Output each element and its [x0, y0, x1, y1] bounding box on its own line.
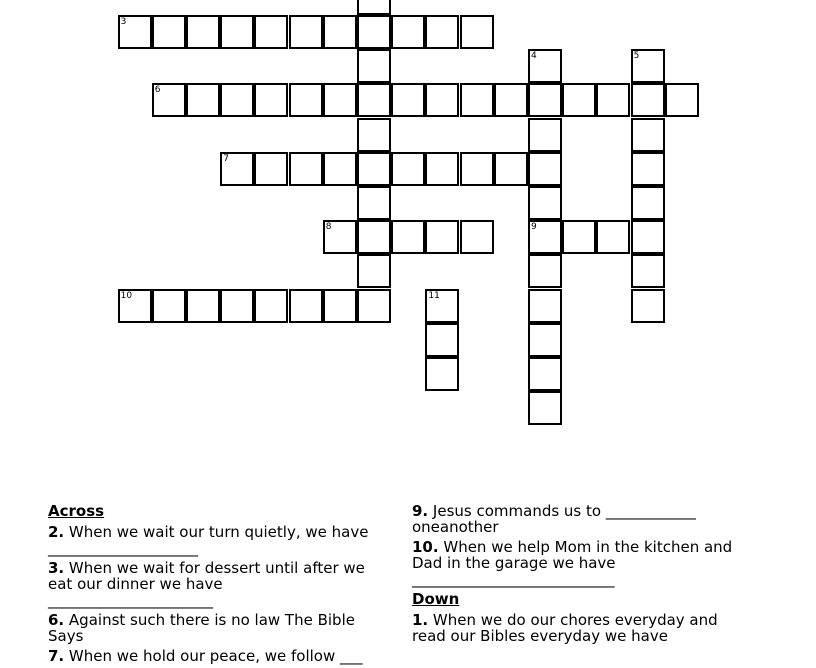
grid-cell[interactable] — [323, 15, 357, 49]
grid-cell[interactable] — [460, 152, 494, 186]
grid-cell[interactable] — [289, 289, 323, 323]
grid-cell[interactable] — [289, 152, 323, 186]
clue-number: 3. — [48, 559, 65, 577]
grid-cell[interactable] — [425, 83, 459, 117]
grid-cell[interactable] — [631, 220, 665, 254]
grid-cell[interactable] — [494, 83, 528, 117]
clue-number: 10. — [412, 538, 439, 556]
grid-cell[interactable] — [631, 254, 665, 288]
grid-cell[interactable] — [460, 220, 494, 254]
grid-cell[interactable] — [631, 83, 665, 117]
grid-cell[interactable] — [391, 220, 425, 254]
grid-cell[interactable] — [152, 289, 186, 323]
grid-cell[interactable] — [528, 152, 562, 186]
grid-cell[interactable] — [220, 152, 254, 186]
clue-text: Jesus commands us to ____________ oneanother — [412, 502, 696, 536]
grid-cell[interactable] — [323, 220, 357, 254]
grid-cell[interactable] — [357, 118, 391, 152]
down-heading: Down — [412, 590, 460, 608]
grid-cell[interactable] — [220, 289, 254, 323]
grid-cell[interactable] — [494, 152, 528, 186]
grid-cell[interactable] — [254, 83, 288, 117]
grid-cell[interactable] — [528, 83, 562, 117]
across-heading: Across — [48, 502, 105, 520]
grid-cell[interactable] — [460, 83, 494, 117]
grid-cell[interactable] — [631, 152, 665, 186]
grid-cell[interactable] — [118, 15, 152, 49]
grid-cell[interactable] — [323, 83, 357, 117]
clue-across-7 — [48, 648, 388, 664]
grid-cell[interactable] — [152, 15, 186, 49]
grid-cell[interactable] — [220, 15, 254, 49]
grid-cell[interactable] — [631, 186, 665, 220]
grid-cell[interactable] — [357, 0, 391, 15]
clue-text: When we wait our turn quietly, we have ____________________ — [48, 523, 369, 557]
grid-cell[interactable] — [220, 83, 254, 117]
clue-text: When we wait for dessert until after we eat our dinner we have ______________________ — [48, 559, 365, 609]
clue-number: 2. — [48, 523, 65, 541]
grid-cell[interactable] — [357, 186, 391, 220]
grid-cell[interactable] — [631, 118, 665, 152]
clue-across-3 — [48, 560, 388, 608]
clue-text: When we help Mom in the kitchen and Dad in the garage we have ___________________________ — [412, 538, 733, 588]
grid-cell[interactable] — [391, 83, 425, 117]
cell-number: 8 — [325, 222, 332, 233]
grid-cell[interactable] — [357, 15, 391, 49]
grid-cell[interactable] — [528, 186, 562, 220]
clue-number: 7. — [48, 647, 65, 665]
grid-cell[interactable] — [425, 152, 459, 186]
cell-number: 6 — [154, 85, 161, 96]
grid-cell[interactable] — [562, 220, 596, 254]
grid-cell[interactable] — [323, 152, 357, 186]
grid-cell[interactable] — [528, 357, 562, 391]
clue-across-10 — [412, 539, 752, 587]
grid-cell[interactable] — [596, 220, 630, 254]
clue-down-1 — [412, 612, 752, 644]
grid-cell[interactable] — [118, 289, 152, 323]
cell-number: 10 — [120, 290, 133, 301]
cell-number: 5 — [633, 51, 640, 62]
grid-cell[interactable] — [254, 289, 288, 323]
clue-number: 6. — [48, 611, 65, 629]
grid-cell[interactable] — [528, 289, 562, 323]
cell-number: 7 — [223, 153, 229, 164]
cell-number: 11 — [428, 290, 440, 301]
cell-number: 9 — [531, 222, 537, 233]
grid-cell[interactable] — [357, 254, 391, 288]
grid-cell[interactable] — [528, 220, 562, 254]
grid-cell[interactable] — [528, 323, 562, 357]
grid-cell[interactable] — [391, 152, 425, 186]
grid-cell[interactable] — [186, 289, 220, 323]
grid-cell[interactable] — [391, 15, 425, 49]
grid-cell[interactable] — [186, 15, 220, 49]
grid-cell[interactable] — [528, 391, 562, 425]
grid-cell[interactable] — [323, 289, 357, 323]
grid-cell[interactable] — [289, 83, 323, 117]
grid-cell[interactable] — [289, 15, 323, 49]
clue-across-2 — [48, 524, 388, 556]
grid-cell[interactable] — [528, 118, 562, 152]
cell-number: 3 — [120, 17, 127, 27]
grid-cell[interactable] — [460, 15, 494, 49]
clue-text: When we do our chores everyday and read our Bibles everyday we have — [412, 611, 718, 645]
grid-cell[interactable] — [357, 49, 391, 83]
grid-cell[interactable] — [425, 15, 459, 49]
clues-column-right — [412, 503, 752, 648]
clue-across-9 — [412, 503, 752, 535]
grid-cell[interactable] — [528, 49, 562, 83]
grid-cell[interactable] — [425, 323, 459, 357]
grid-cell[interactable] — [254, 15, 288, 49]
clue-number: 9. — [412, 502, 429, 520]
grid-cell[interactable] — [631, 289, 665, 323]
grid-cell[interactable] — [665, 83, 699, 117]
clue-text: When we hold our peace, we follow ___ — [68, 647, 363, 665]
grid-cell[interactable] — [357, 83, 391, 117]
grid-cell[interactable] — [596, 83, 630, 117]
grid-cell[interactable] — [357, 220, 391, 254]
grid-cell[interactable] — [254, 152, 288, 186]
grid-cell[interactable] — [357, 152, 391, 186]
clue-text: Against such there is no law The Bible Says — [48, 611, 355, 645]
grid-cell[interactable] — [152, 83, 186, 117]
clue-number: 1. — [412, 611, 429, 629]
clue-across-6 — [48, 612, 388, 644]
grid-cell[interactable] — [425, 357, 459, 391]
grid-cell[interactable] — [357, 289, 391, 323]
grid-cell[interactable] — [528, 254, 562, 288]
cell-number: 4 — [531, 51, 537, 62]
grid-cell[interactable] — [631, 49, 665, 83]
grid-cell[interactable] — [186, 83, 220, 117]
grid-cell[interactable] — [425, 220, 459, 254]
grid-cell[interactable] — [562, 83, 596, 117]
clues-column-left — [48, 503, 388, 668]
grid-cell[interactable] — [425, 289, 459, 323]
